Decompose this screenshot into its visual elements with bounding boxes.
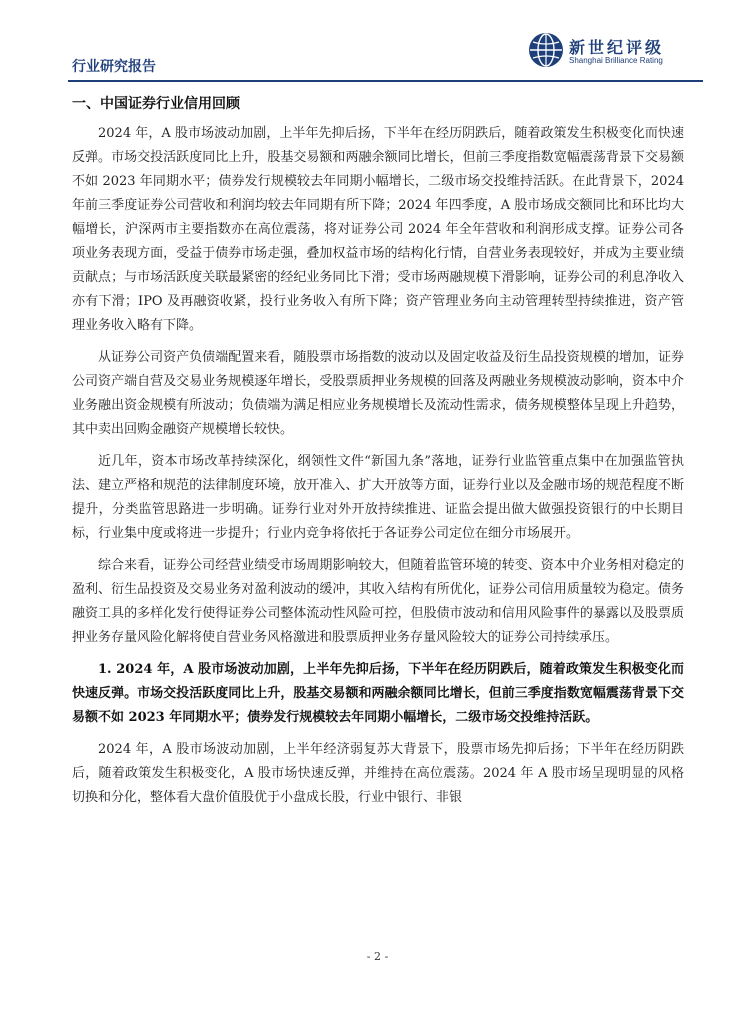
logo-english-name: Shanghai Brilliance Rating [569,56,663,65]
paragraph-a-share-market: 2024 年，A 股市场波动加剧，上半年经济弱复苏大背景下，股票市场先抑后扬；下半年在经历阴跌后，随着政策发生积极变化，A 股市场快速反弹，并维持在高位震荡。2024 年 A 股市场呈现明显的风格切换和分化，整体看大盘价值股优于小盘成长股，行业中银行、非银 [72,742,684,805]
globe-logo-icon [528,32,564,68]
paragraph-key-point-1: 1. 2024 年，A 股市场波动加剧，上半年先抑后扬，下半年在经历阴跌后，随着政策发生积极变化而快速反弹。市场交投活跃度同比上升，股基交易额和两融余额同比增长，但前三季度指数宽幅震荡背景下交易额不如 2023 年同期水平；债券发行规模较去年同期小幅增长，二级市场交投维持活跃。 [72,662,684,725]
page-number: - 2 - [366,950,389,963]
logo-chinese-name: 新世纪评级 [569,38,665,57]
page-header [68,30,703,82]
paragraph-summary: 综合来看，证券公司经营业绩受市场周期影响较大，但随着监管环境的转变、资本中介业务相对稳定的盈利、衍生品投资及交易业务对盈利波动的缓冲，其收入结构有所优化，证券公司信用质量较为稳定。债务融资工具的多样化发行使得证券公司整体流动性风险可控，但股债市波动和信用风险事件的暴露以及股票质押业务存量风险化解将使自营业务风格激进和股票质押业务存量风险较大的证券公司持续承压。 [72,558,684,645]
paragraph-market-review: 2024 年，A 股市场波动加剧，上半年先抑后扬，下半年在经历阴跌后，随着政策发生积极变化而快速反弹。市场交投活跃度同比上升，股基交易额和两融余额同比增长，但前三季度指数宽幅震荡背景下交易额不如 2023 年同期水平；债券发行规模较去年同期小幅增长，二级市场交投维持活跃。在此背景下，2024 年前三季度证券公司营收和利润均较去年同期有所下降；2024 年四季度，A 股市场成交额同比和环比均大幅增长，沪深两市主要指数亦在高位震荡，将对证券公司 2024 年全年营收和利润形成支撑。证券公司各项业务表现方面，受益于债券市场走强，叠加权益市场的结构化行情，自营业务表现较好，并成为主要业绩贡献点；与市场活跃度关联最紧密的经纪业务同比下滑；受市场两融规模下滑影响，证券公司的利息净收入亦有下滑；IPO 及再融资收紧，投行业务收入有所下降；资产管理业务向主动管理转型持续推进，资产管理业务收入略有下降。 [72,126,684,333]
paragraph-balance-sheet: 从证券公司资产负债端配置来看，随股票市场指数的波动以及固定收益及衍生品投资规模的增加，证券公司资产端自营及交易业务规模逐年增长，受股票质押业务规模的回落及两融业务规模波动影响，资本中介业务融出资金规模有所波动；负债端为满足相应业务规模增长及流动性需求，债务规模整体呈现上升趋势，其中卖出回购金融资产规模增长较快。 [72,350,684,437]
report-type-label: 行业研究报告 [72,59,156,75]
brand-logo [528,32,703,72]
section-heading: 一、中国证券行业信用回顾 [72,96,240,112]
header-divider [68,80,703,82]
document-body [72,92,684,818]
paragraph-regulation: 近几年，资本市场改革持续深化，纲领性文件“新国九条”落地，证券行业监管重点集中在加强监管执法、建立严格和规范的法律制度环境，放开准入、扩大开放等方面，证券行业以及金融市场的规范程度不断提升，分类监管思路进一步明确。证券行业对外开放持续推进、证监会提出做大做强投资银行的中长期目标，行业集中度或将进一步提升；行业内竞争将依托于各证券公司定位在细分市场展开。 [72,454,684,541]
